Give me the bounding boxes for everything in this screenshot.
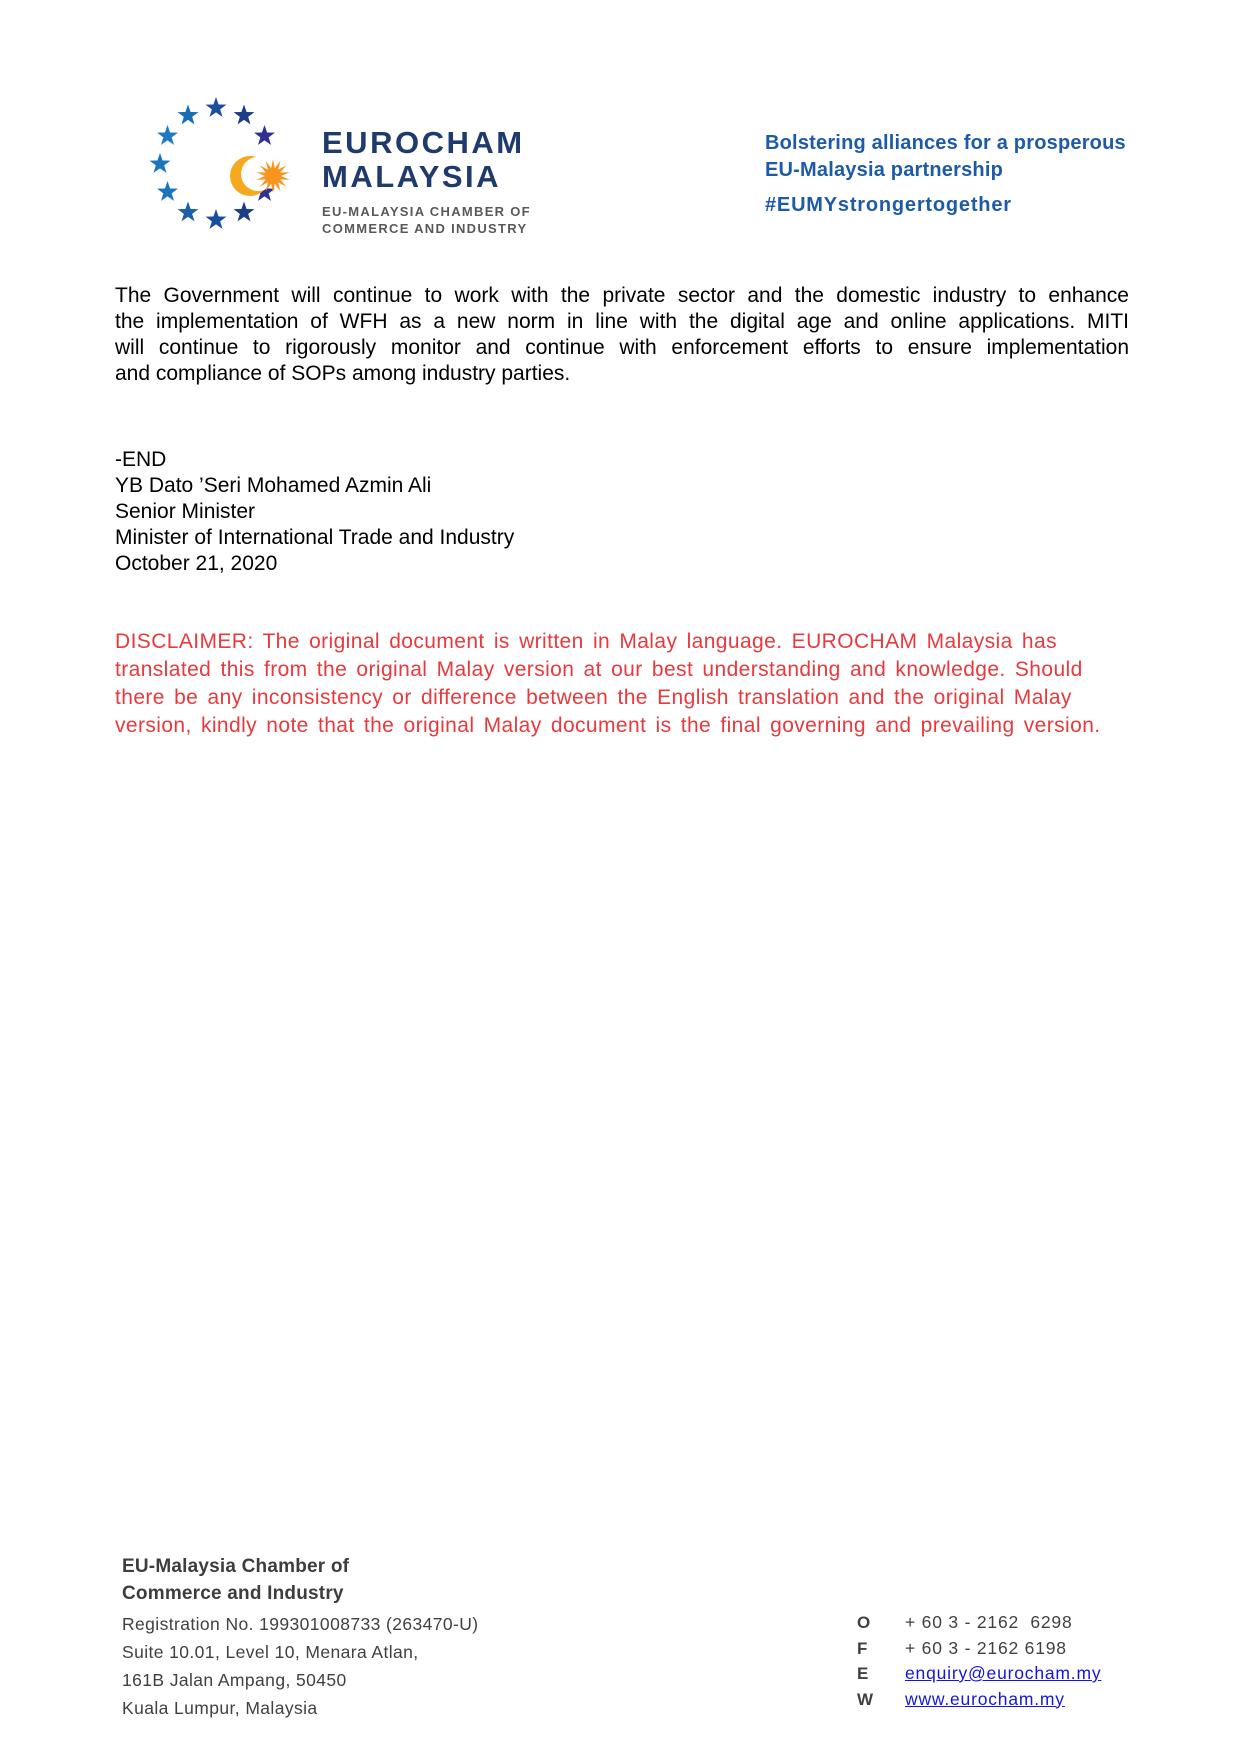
fax-label: F (857, 1638, 868, 1658)
email-link[interactable]: enquiry@eurocham.my (905, 1663, 1102, 1683)
eu-star-icon (206, 209, 227, 229)
paragraph-line: The Government will continue to work with the private sector and the domestic industry to enhance (115, 284, 1129, 307)
signatory-title: Senior Minister (115, 500, 256, 523)
contact-row-office-phone (857, 1612, 1187, 1638)
logo-subtitle-line1: EU-MALAYSIA CHAMBER OF (322, 204, 531, 219)
website-label: W (857, 1689, 874, 1709)
logo-subtitle-line2: COMMERCE AND INDUSTRY (322, 221, 528, 236)
eu-star-icon (234, 202, 255, 222)
disclaimer-line: there be any inconsistency or difference between the English translation and the original Malay (115, 686, 1072, 709)
body-paragraph (115, 283, 1129, 387)
fax-value: + 60 3 - 2162 6198 (905, 1637, 1067, 1658)
disclaimer-line: version, kindly note that the original Malay document is the final governing and prevailing version. (115, 714, 1101, 737)
tagline-hashtag: #EUMYstrongertogether (765, 194, 1012, 216)
registration-number: Registration No. 199301008733 (263470-U) (122, 1614, 479, 1634)
tagline-block (765, 130, 1185, 217)
signatory-name: YB Dato ’Seri Mohamed Azmin Ali (115, 474, 432, 497)
footer-contact-block (857, 1612, 1187, 1714)
website-link[interactable]: www.eurocham.my (905, 1688, 1065, 1709)
footer-org-line1: EU-Malaysia Chamber of (122, 1556, 350, 1577)
eu-star-icon (157, 181, 178, 201)
eu-star-icon (178, 202, 199, 222)
paragraph-line: and compliance of SOPs among industry parties. (115, 362, 571, 385)
eu-star-icon (150, 153, 171, 173)
paragraph-line: will continue to rigorously monitor and continue with enforcement efforts to ensure implementation (115, 336, 1129, 359)
disclaimer-line: DISCLAIMER: The original document is written in Malay language. EUROCHAM Malaysia has (115, 630, 1057, 653)
logo-title-line1: EUROCHAM (322, 125, 525, 160)
tagline-line1: Bolstering alliances for a prosperous (765, 132, 1126, 154)
disclaimer-line: translated this from the original Malay version at our best understanding and knowledge. Should (115, 658, 1083, 681)
footer-org-line2: Commerce and Industry (122, 1583, 344, 1604)
logo-title-line2: MALAYSIA (322, 159, 502, 194)
disclaimer-block (115, 628, 1135, 740)
contact-row-email (857, 1663, 1187, 1689)
address-line: 161B Jalan Ampang, 50450 (122, 1670, 347, 1690)
signature-block (115, 447, 815, 577)
logo-wordmark (322, 126, 531, 237)
address-line: Kuala Lumpur, Malaysia (122, 1698, 318, 1718)
eurocham-logo-emblem (140, 90, 300, 238)
logo-subtitle (322, 203, 531, 237)
eu-star-icon (157, 125, 178, 145)
office-phone-value: + 60 3 - 2162 6298 (905, 1612, 1073, 1632)
footer-details (122, 1610, 542, 1722)
address-line: Suite 10.01, Level 10, Menara Atlan, (122, 1642, 419, 1662)
email-label: E (857, 1664, 869, 1683)
eu-star-icon (178, 105, 199, 125)
tagline-line2: EU-Malaysia partnership (765, 159, 1004, 181)
eu-star-icon (234, 105, 255, 125)
office-phone-label: O (857, 1613, 871, 1632)
contact-row-fax (857, 1638, 1187, 1664)
contact-row-website (857, 1689, 1187, 1715)
document-date: October 21, 2020 (115, 552, 278, 575)
paragraph-line: the implementation of WFH as a new norm in line with the digital age and online applications. MITI (115, 310, 1129, 333)
eu-star-icon (206, 97, 227, 117)
end-marker: -END (115, 448, 167, 471)
footer-address-block (122, 1553, 542, 1722)
signatory-ministry: Minister of International Trade and Industry (115, 526, 515, 549)
eu-star-icon (254, 125, 275, 145)
